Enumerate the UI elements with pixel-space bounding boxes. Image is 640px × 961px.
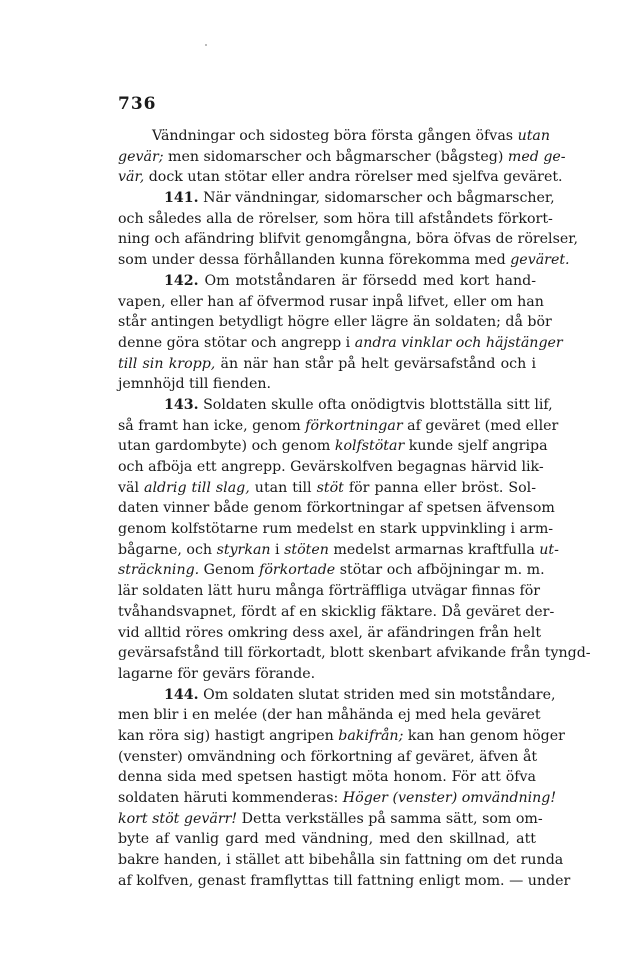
text-line bbox=[118, 395, 553, 416]
text-segment: (venster) omvändning och förkortning af geväret, äfven åt bbox=[118, 748, 538, 765]
text-line bbox=[118, 126, 551, 147]
text-line bbox=[118, 664, 536, 685]
italic-text: stöt bbox=[316, 479, 344, 496]
text-segment: Genom bbox=[199, 562, 260, 579]
text-segment: bakre handen, i stället att bibehålla sin fattning om det runda bbox=[118, 852, 564, 869]
text-line bbox=[118, 685, 556, 706]
text-segment: lär soldaten lätt huru många förträffliga utvägar finnas för bbox=[118, 583, 541, 600]
text-segment: tvåhandsvapnet, fördt af en skicklig fäktare. Då geväret der- bbox=[118, 603, 555, 620]
italic-text: med ge- bbox=[507, 148, 566, 165]
italic-text: styrkan bbox=[216, 541, 271, 558]
text-line bbox=[118, 788, 557, 809]
text-segment: stötar och afböjningar m. m. bbox=[335, 562, 545, 579]
italic-text: kort stöt gevärr! bbox=[118, 810, 238, 827]
text-segment: Om motståndaren är försedd med kort hand- bbox=[198, 272, 536, 289]
text-line bbox=[118, 209, 553, 230]
text-line bbox=[118, 354, 536, 375]
text-line bbox=[118, 333, 563, 354]
italic-text: gevär; bbox=[118, 148, 164, 165]
text-line bbox=[118, 292, 544, 313]
italic-text: stöten bbox=[284, 541, 329, 558]
text-line bbox=[118, 374, 536, 395]
text-segment: denna sida med spetsen hastigt möta honom. För att öfva bbox=[118, 769, 536, 786]
text-line bbox=[118, 726, 565, 747]
text-segment: Soldaten skulle ofta onödigtvis blottställa sitt lif, bbox=[198, 396, 553, 413]
text-segment: gevärsafstånd till förkortadt, blott skenbart afvikande från tyngd- bbox=[118, 645, 591, 662]
text-segment: väl bbox=[118, 479, 145, 496]
text-segment: och således alla de rörelser, som höra till afståndets förkort- bbox=[118, 210, 553, 227]
text-line bbox=[118, 188, 555, 209]
text-segment: medelst armarnas kraftfulla bbox=[328, 541, 540, 558]
text-segment: för panna eller bröst. Sol- bbox=[343, 479, 536, 496]
body-text bbox=[118, 126, 591, 891]
text-line bbox=[118, 416, 559, 437]
text-line bbox=[118, 871, 571, 892]
text-segment: ning och afändring blifvit genomgångna, böra öfvas de rörelser, bbox=[118, 231, 578, 248]
italic-text: förkortningar bbox=[305, 417, 403, 434]
text-segment: lagarne för gevärs förande. bbox=[118, 665, 316, 682]
page-number: 736 bbox=[118, 94, 157, 114]
text-line bbox=[118, 250, 570, 271]
text-segment: genom kolfstötarne rum medelst en stark uppvinkling i arm- bbox=[118, 521, 554, 538]
text-segment: och afböja ett angrepp. Gevärskolfven begagnas härvid lik- bbox=[118, 459, 544, 475]
text-segment: Detta verkställes på samma sätt, som om- bbox=[237, 810, 543, 827]
text-segment: När vändningar, sidomarscher och bågmarscher, bbox=[198, 190, 555, 207]
text-segment: af kolfven, genast framflyttas till fattning enligt mom. — under bbox=[118, 872, 571, 889]
text-segment: utan gardombyte) och genom bbox=[118, 438, 335, 455]
paragraph-number: 144. bbox=[164, 686, 199, 703]
italic-text: förkortade bbox=[259, 562, 336, 579]
text-line bbox=[118, 271, 536, 292]
text-line bbox=[118, 167, 563, 188]
italic-text: vär, bbox=[118, 169, 145, 186]
text-line bbox=[118, 519, 554, 540]
text-segment: vid alltid röres omkring dess axel, är afändringen från helt bbox=[118, 624, 542, 641]
text-segment: af geväret (med eller bbox=[402, 417, 559, 434]
italic-text: sträckning. bbox=[118, 562, 200, 579]
text-line bbox=[118, 540, 559, 561]
italic-text: utan bbox=[517, 128, 551, 144]
text-segment: men blir i en melée (der han måhända ej med hela geväret bbox=[118, 707, 541, 724]
text-segment: utan till bbox=[249, 479, 317, 496]
italic-text: Höger (venster) omvändning! bbox=[342, 790, 557, 806]
text-line bbox=[118, 478, 536, 499]
italic-text: bakifrån; bbox=[338, 727, 404, 744]
text-segment: Om soldaten slutat striden med sin motståndare, bbox=[198, 686, 556, 703]
scan-speck bbox=[205, 44, 207, 46]
text-segment: står antingen betydligt högre eller lägre än soldaten; då bör bbox=[118, 314, 552, 331]
text-segment: än när han står på helt gevärsafstånd och i bbox=[215, 355, 536, 372]
text-line bbox=[118, 643, 591, 664]
text-line bbox=[118, 850, 564, 871]
text-line bbox=[118, 147, 566, 168]
text-line bbox=[118, 747, 536, 768]
text-segment: kan röra sig) hastigt angripen bbox=[118, 727, 339, 744]
text-line bbox=[118, 623, 542, 644]
paragraph-number: 141. bbox=[164, 190, 199, 207]
text-segment: i bbox=[270, 541, 285, 558]
text-line bbox=[118, 457, 544, 478]
text-segment: jemnhöjd till fienden. bbox=[118, 376, 272, 393]
text-segment: daten vinner både genom förkortningar af spetsen äfvensom bbox=[118, 500, 555, 517]
text-line bbox=[118, 767, 536, 788]
italic-text: geväret. bbox=[510, 252, 570, 269]
text-segment: denne göra stötar och angrepp i bbox=[118, 334, 355, 351]
text-segment: kan han genom höger bbox=[403, 727, 565, 744]
text-line bbox=[118, 312, 552, 333]
text-line bbox=[118, 809, 543, 830]
text-line bbox=[118, 581, 541, 602]
italic-text: ut- bbox=[539, 541, 559, 558]
text-line bbox=[118, 436, 548, 457]
text-segment: så framt han icke, genom bbox=[118, 417, 306, 434]
text-segment: kunde sjelf angripa bbox=[404, 438, 548, 455]
text-line bbox=[118, 229, 578, 250]
text-line bbox=[118, 705, 541, 726]
text-line bbox=[118, 829, 536, 850]
text-segment: vapen, eller han af öfvermod rusar inpå lifvet, eller om han bbox=[118, 293, 544, 310]
text-segment: Vändningar och sidosteg böra första gången öfvas bbox=[152, 128, 518, 144]
italic-text: till sin kropp, bbox=[118, 355, 216, 372]
paragraph-number: 143. bbox=[164, 396, 199, 413]
text-segment: dock utan stötar eller andra rörelser med sjelfva geväret. bbox=[144, 169, 563, 186]
text-segment: soldaten häruti kommenderas: bbox=[118, 790, 343, 806]
italic-text: kolfstötar bbox=[334, 438, 405, 455]
text-segment: som under dessa förhållanden kunna förekomma med bbox=[118, 252, 511, 269]
text-line bbox=[118, 602, 555, 623]
text-line bbox=[118, 498, 555, 519]
text-line bbox=[118, 560, 545, 581]
text-segment: byte af vanlig gard med vändning, med den skillnad, att bbox=[118, 831, 536, 848]
italic-text: aldrig till slag, bbox=[144, 479, 250, 496]
italic-text: andra vinklar och häjstänger bbox=[354, 334, 563, 351]
text-segment: men sidomarscher och bågmarscher (bågsteg) bbox=[163, 148, 508, 165]
paragraph-number: 142. bbox=[164, 272, 199, 289]
text-segment: bågarne, och bbox=[118, 541, 217, 558]
